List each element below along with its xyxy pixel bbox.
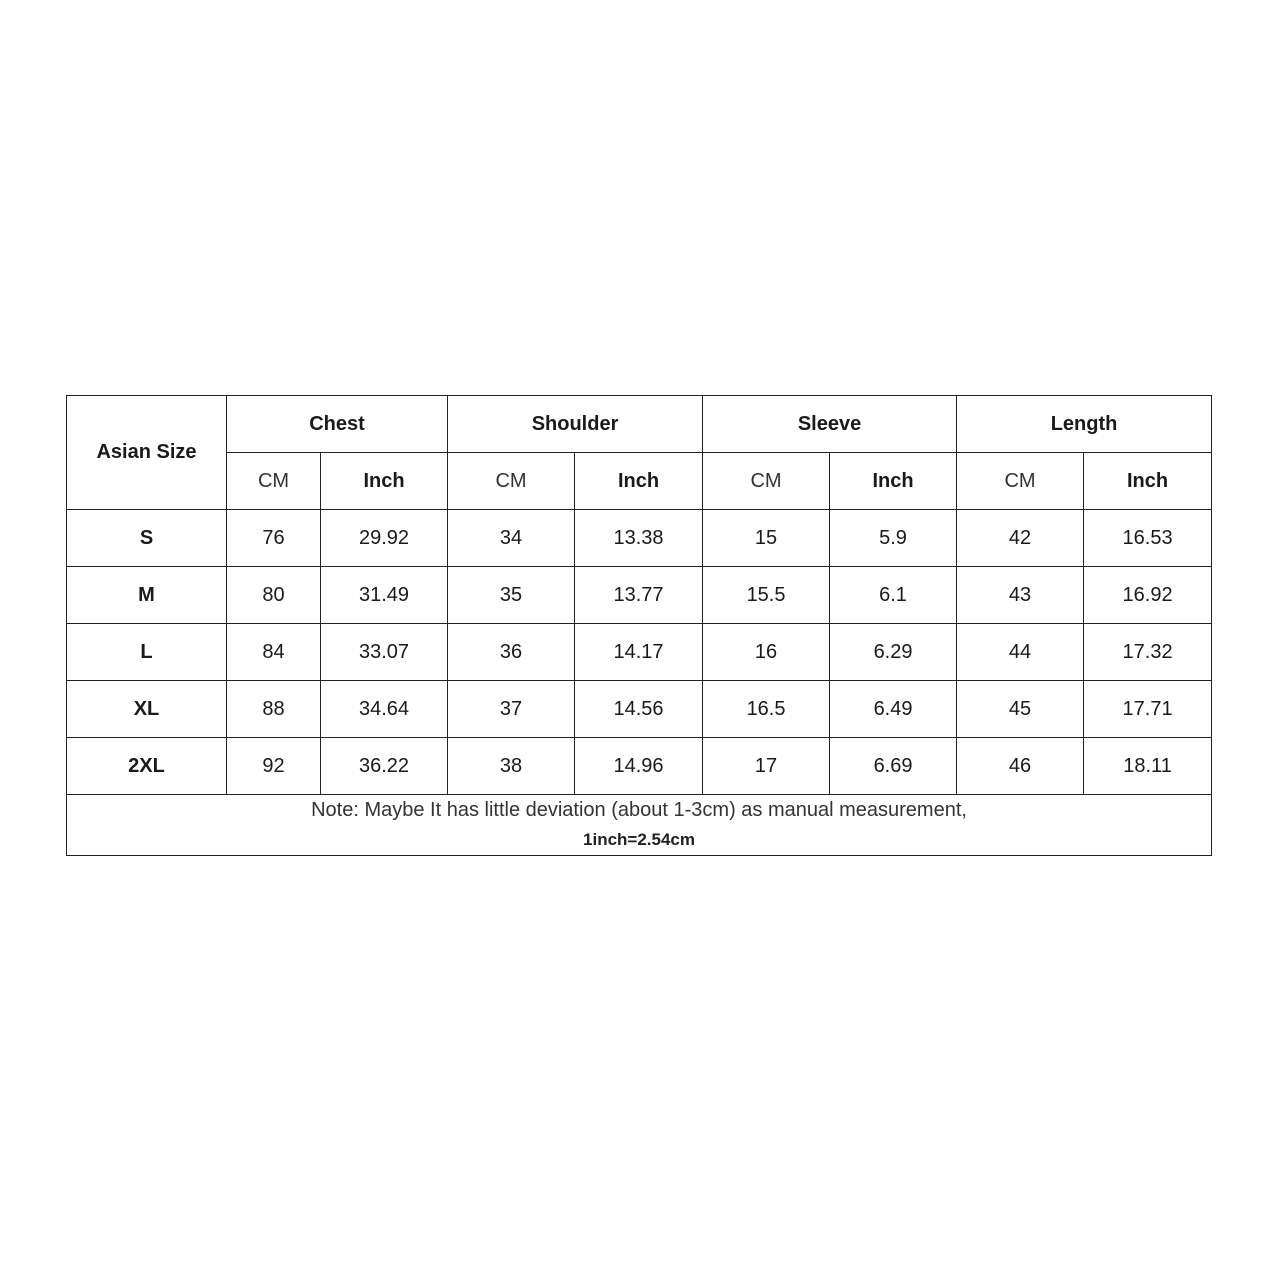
table-cell: 36.22 — [321, 738, 448, 795]
size-label: XL — [67, 681, 227, 738]
table-cell: 13.77 — [575, 567, 703, 624]
table-cell: 15 — [703, 510, 830, 567]
length-header: Length — [957, 396, 1212, 453]
unit-header: Inch — [1084, 453, 1212, 510]
unit-header: CM — [227, 453, 321, 510]
table-row — [67, 567, 1212, 624]
group-header-row — [67, 396, 1212, 453]
unit-header: CM — [957, 453, 1084, 510]
table-cell: 6.1 — [830, 567, 957, 624]
note-line: Note: Maybe It has little deviation (about 1-3cm) as manual measurement, — [311, 799, 967, 821]
table-cell: 42 — [957, 510, 1084, 567]
table-cell: 84 — [227, 624, 321, 681]
table-cell: 43 — [957, 567, 1084, 624]
unit-header: CM — [448, 453, 575, 510]
sleeve-header: Sleeve — [703, 396, 957, 453]
table-cell: 92 — [227, 738, 321, 795]
table-cell: 31.49 — [321, 567, 448, 624]
chest-header: Chest — [227, 396, 448, 453]
table-cell: 17.32 — [1084, 624, 1212, 681]
table-cell: 5.9 — [830, 510, 957, 567]
unit-header: Inch — [321, 453, 448, 510]
table-cell: 17 — [703, 738, 830, 795]
table-cell: 18.11 — [1084, 738, 1212, 795]
table-cell: 6.29 — [830, 624, 957, 681]
table-cell: 76 — [227, 510, 321, 567]
size-label: S — [67, 510, 227, 567]
size-chart-table — [66, 395, 1212, 856]
table-cell: 45 — [957, 681, 1084, 738]
table-row — [67, 624, 1212, 681]
table-cell: 34.64 — [321, 681, 448, 738]
table-cell: 13.38 — [575, 510, 703, 567]
unit-header: Inch — [830, 453, 957, 510]
table-cell: 33.07 — [321, 624, 448, 681]
table-cell: 16.92 — [1084, 567, 1212, 624]
unit-header-row — [67, 453, 1212, 510]
table-cell: 16.5 — [703, 681, 830, 738]
size-label: 2XL — [67, 738, 227, 795]
conversion-note: 1inch=2.54cm — [583, 830, 696, 849]
unit-header: Inch — [575, 453, 703, 510]
table-cell: 38 — [448, 738, 575, 795]
table-cell: 16 — [703, 624, 830, 681]
table-cell: 35 — [448, 567, 575, 624]
table-cell: 6.69 — [830, 738, 957, 795]
table-cell: 6.49 — [830, 681, 957, 738]
table-cell: 15.5 — [703, 567, 830, 624]
table-cell: 14.56 — [575, 681, 703, 738]
table-cell: 29.92 — [321, 510, 448, 567]
table-row — [67, 738, 1212, 795]
table-row — [67, 510, 1212, 567]
measurement-note — [67, 795, 1212, 856]
table-cell: 34 — [448, 510, 575, 567]
table-cell: 16.53 — [1084, 510, 1212, 567]
table-cell: 46 — [957, 738, 1084, 795]
size-column-header: Asian Size — [67, 396, 227, 510]
table-cell: 44 — [957, 624, 1084, 681]
table-cell: 14.96 — [575, 738, 703, 795]
table-cell: 17.71 — [1084, 681, 1212, 738]
table-cell: 14.17 — [575, 624, 703, 681]
table-cell: 37 — [448, 681, 575, 738]
size-label: M — [67, 567, 227, 624]
table-row — [67, 681, 1212, 738]
table-cell: 88 — [227, 681, 321, 738]
table-cell: 36 — [448, 624, 575, 681]
table-cell: 80 — [227, 567, 321, 624]
shoulder-header: Shoulder — [448, 396, 703, 453]
note-row — [67, 795, 1212, 856]
size-label: L — [67, 624, 227, 681]
unit-header: CM — [703, 453, 830, 510]
